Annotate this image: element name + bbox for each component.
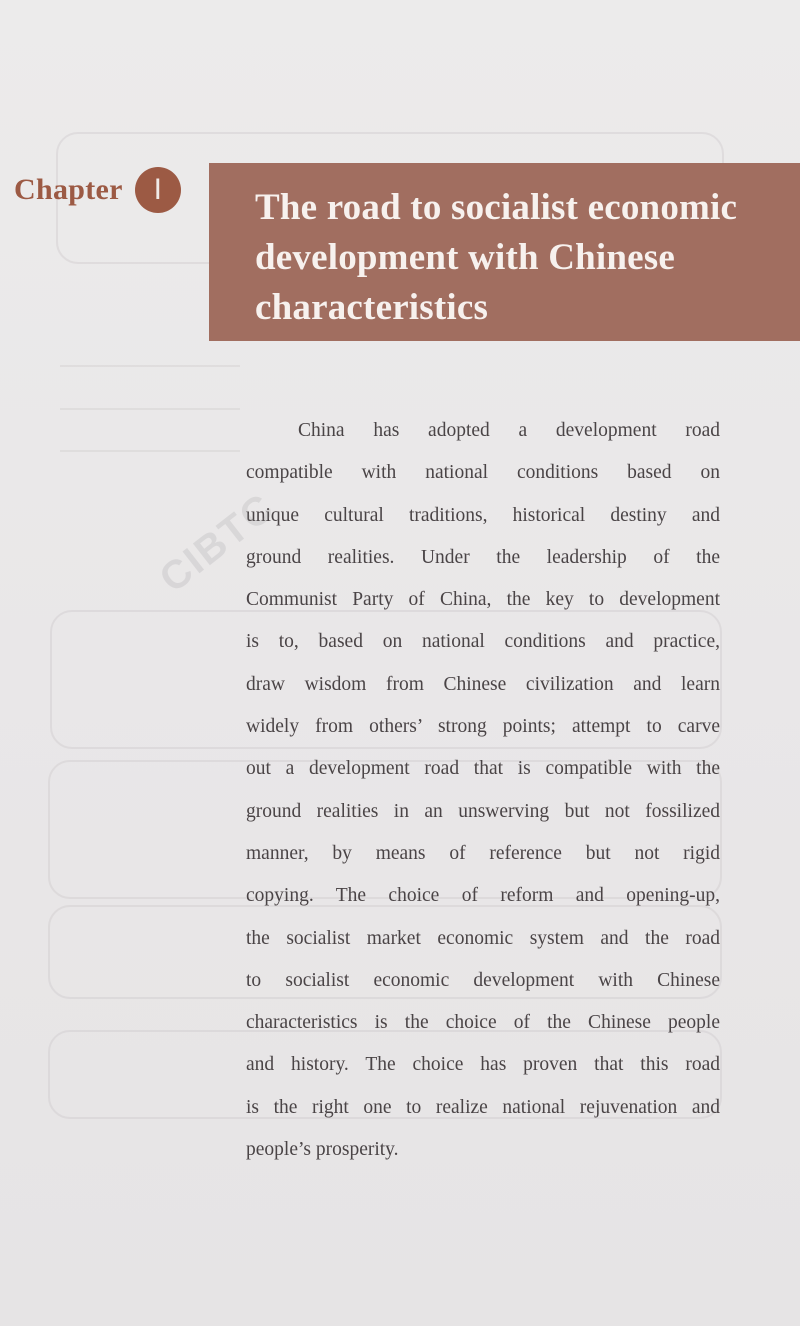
body-line: is the right one to realize national rejuvenation and [246,1096,720,1118]
body-line: to socialist economic development with Chinese [246,969,720,991]
body-line: is to, based on national conditions and practice, [246,631,720,653]
body-line: unique cultural traditions, historical destiny and [246,504,720,526]
body-line: ground realities. Under the leadership of the [246,546,720,568]
chapter-title-band [209,163,800,341]
body-line: Communist Party of China, the key to development [246,589,720,611]
body-line: compatible with national conditions based on [246,462,720,484]
body-line: out a development road that is compatible with the [246,758,720,780]
show-through-line [60,450,240,452]
body-line: people’s prosperity. [246,1139,399,1161]
chapter-title-line: characteristics [255,287,489,328]
body-line: and history. The choice has proven that this road [246,1054,720,1076]
body-line: ground realities in an unswerving but not fossilized [246,800,720,822]
body-line: manner, by means of reference but not rigid [246,842,720,864]
body-paragraph [246,410,720,1171]
body-line: characteristics is the choice of the Chinese people [246,1012,720,1034]
chapter-word: Chapter [14,173,123,206]
chapter-title-line: development with Chinese [255,237,676,278]
chapter-title-line: The road to socialist economic [255,187,738,228]
show-through-line [60,365,240,367]
body-line: widely from others’ strong points; attempt to carve [246,716,720,738]
body-line: the socialist market economic system and the road [246,927,720,949]
chapter-label [14,168,181,212]
body-line: draw wisdom from Chinese civilization and learn [246,673,720,695]
show-through-line [60,408,240,410]
chapter-title [255,183,780,333]
chapter-number-badge: I [135,167,181,213]
watermark-mark: CIBTC [151,484,283,602]
body-line: copying. The choice of reform and opening-up, [246,885,720,907]
body-line: China has adopted a development road [298,420,720,441]
